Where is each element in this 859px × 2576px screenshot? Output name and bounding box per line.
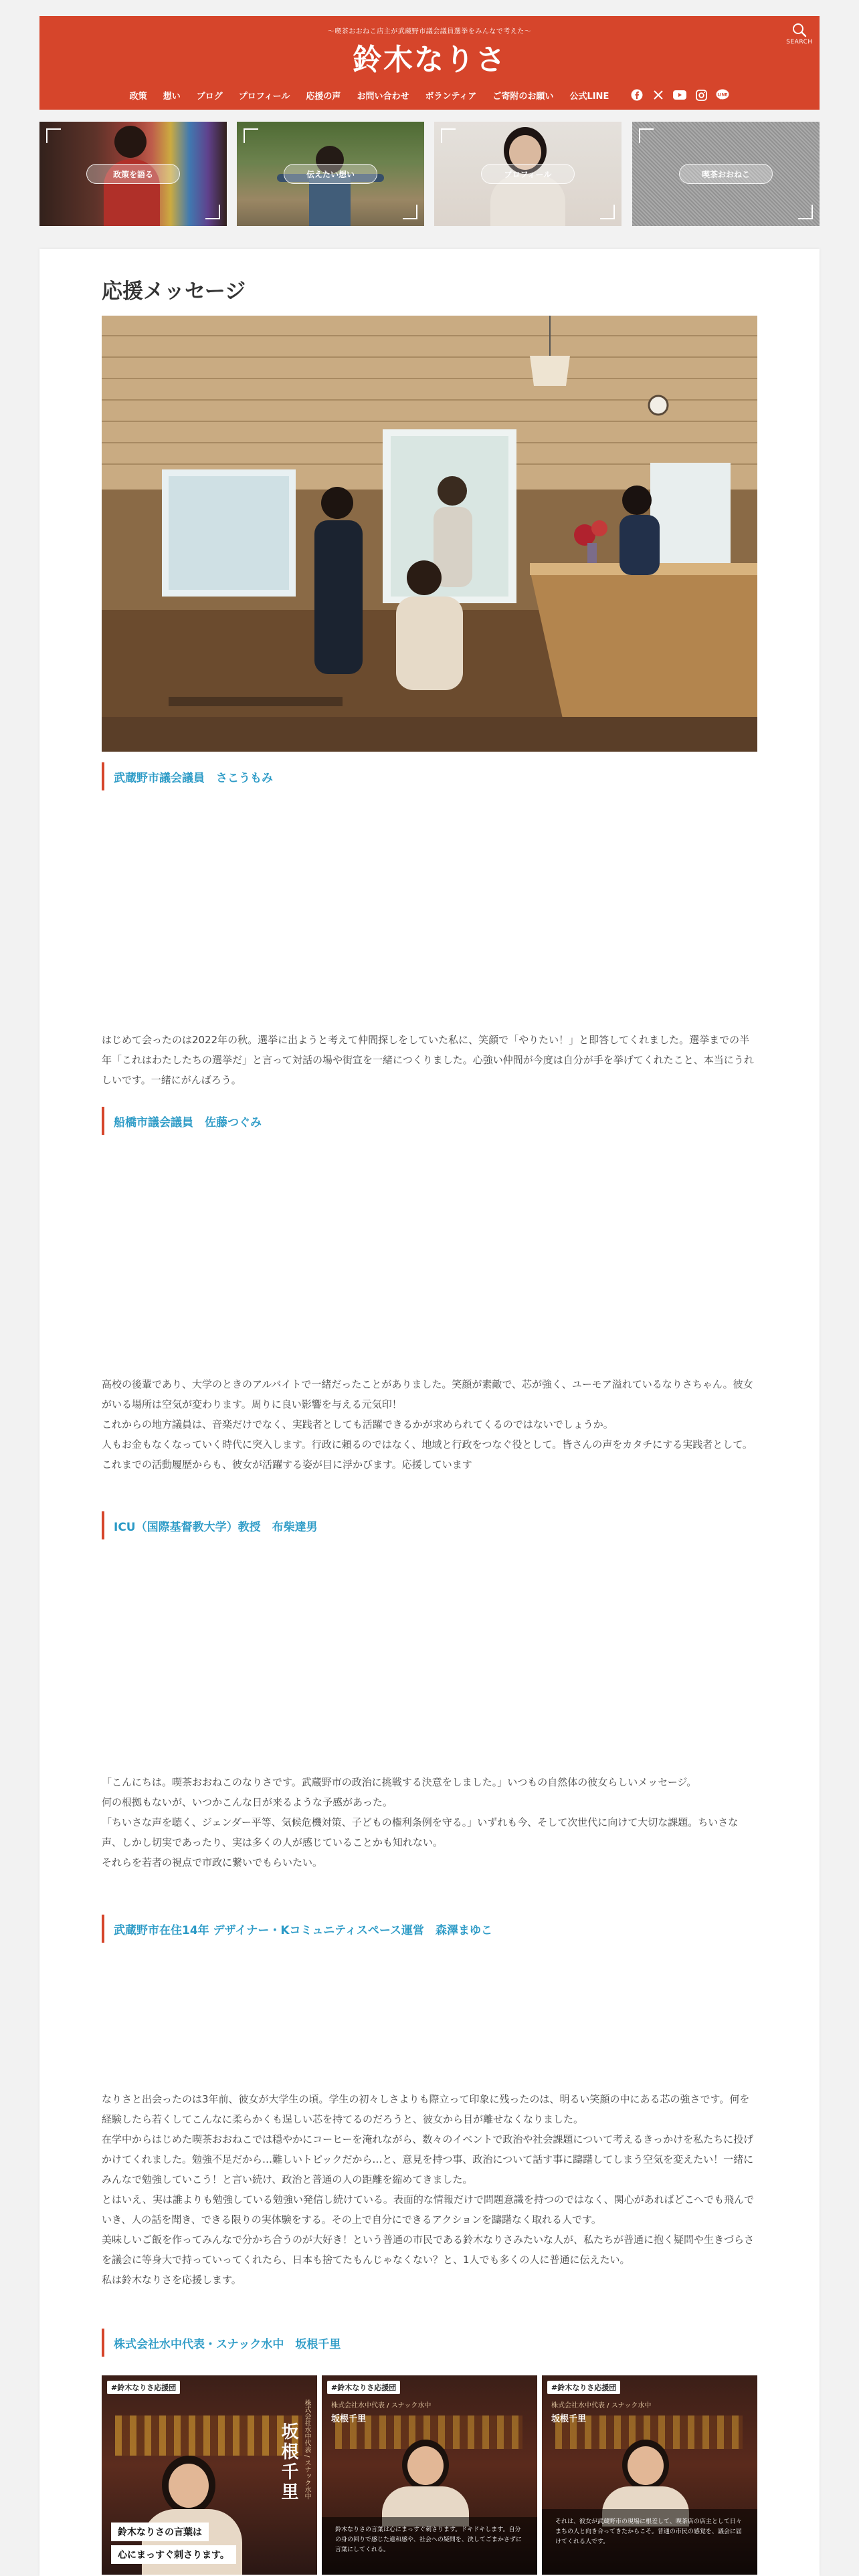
site-header — [39, 16, 820, 110]
x-icon[interactable] — [652, 88, 665, 102]
site-tagline: 〜喫茶おおねこ店主が武蔵野市議会議員選挙をみんなで考えた〜 — [327, 28, 532, 35]
message-body: なりさと出会ったのは3年前、彼女が大学生の頃。学生の初々しさよりも際立って印象に残ったのは、明るい笑顔の中にある芯の強さです。何を経験したら若くしてこんなに柔らかくも逞しい芯を持てるのだろうと、彼女から目が離せなくなりました。 在学中からはじめた喫茶おおねこでは穏やかにコーヒーを淹れながら、数々のイベントで政治や社会課題について考えるきっかけを私たちに投げかけてくれました。勉強不足だから…難しいトピックだから…と、意見を持つ事、政治について話す事に躊躇してしまう空気を変えたい！一緒にみんなで勉強していこう！と言い続け、政治と普通の人の距離を縮めてきました。 とはいえ、実は誰よりも勉強している勉強い発信し続けている。表面的な情報だけで問題意識を持つのではなく、関心があればどこへでも飛んでいき、人の話を聞き、できる限りの実体験をする。その上で自分にできるアクションを躊躇なく取れる人です。 美味しいご飯を作ってみんなで分かち合うのが大好き！という普通の市民である鈴木なりさみたいな人が、私たちが普通に抱く疑問や生きづらさを議会に等身大で持っていってくれたら、日本も捨てたもんじゃなくない？と、1人でも多くの人に普通に伝えたい。 私は鈴木なりさを応援します。 — [102, 2093, 755, 2286]
facebook-icon[interactable] — [630, 88, 644, 102]
hero-image — [102, 316, 757, 752]
message-heading: ICU（国際基督教大学）教授 布柴達男 — [102, 1511, 757, 1539]
social-links — [630, 88, 729, 102]
nav-item-blog[interactable]: ブログ — [196, 91, 223, 102]
instagram-icon[interactable] — [694, 88, 708, 102]
nav-item-official-line[interactable]: 公式LINE — [569, 91, 609, 102]
nav-item-volunteer[interactable]: ボランティア — [425, 91, 477, 102]
poster-name: 坂根千里 — [331, 2414, 367, 2424]
nav-item-policy[interactable]: 政策 — [129, 91, 147, 102]
nav-item-contact[interactable]: お問い合わせ — [357, 91, 409, 102]
message-heading: 船橋市議会議員 佐藤つぐみ — [102, 1107, 757, 1135]
site-title[interactable]: 鈴木なりさ — [353, 43, 506, 77]
poster-tag: #鈴木なりさ応援団 — [327, 2381, 400, 2394]
card-kissa-ooneko[interactable] — [632, 122, 820, 226]
card-label: 喫茶おおねこ — [679, 164, 773, 184]
message-body: 高校の後輩であり、大学のときのアルバイトで一緒だったことがありました。笑顔が素敵で、芯が強く、ユーモア溢れているなりさちゃん。彼女がいる場所は空気が変わります。周りに良い影響を与える元気印！ これからの地方議員は、音楽だけでなく、実践者としても活躍できるかが求められてくるのではないでしょうか。 人もお金もなくなっていく時代に突入します。行政に頼るのではなく、地域と行政をつなぐ役として。皆さんの声をカタチにする実践者として。 これまでの活動履歴からも、彼女が活躍する姿が目に浮かびます。応援しています — [102, 1378, 753, 1471]
poster-tag: #鈴木なりさ応援団 — [547, 2381, 620, 2394]
poster-text: 鈴木なりさの言葉は心にまっすぐ刺さります。ドキドキします。自分の身の回りで感じた違和感や、社会への疑問を、決してごまかさずに言葉にしてくれる。 — [335, 2527, 522, 2553]
poster-image[interactable] — [102, 2375, 317, 2575]
poster-name: 坂根千里 — [278, 2422, 298, 2502]
poster-subtitle: 株式会社水中代表 / スナック水中 — [551, 2402, 652, 2409]
search-button[interactable] — [786, 23, 813, 45]
poster-quote-line2: 心にまっすぐ刺さります。 — [111, 2545, 236, 2564]
nav-item-donation[interactable]: ご寄附のお願い — [492, 91, 554, 102]
poster-image[interactable] — [542, 2375, 757, 2575]
poster-quote-line1: 鈴木なりさの言葉は — [111, 2523, 209, 2541]
nav-item-thoughts[interactable]: 想い — [163, 91, 181, 102]
line-icon[interactable] — [716, 88, 729, 102]
card-profile[interactable] — [434, 122, 622, 226]
poster-tag: #鈴木なりさ応援団 — [107, 2381, 180, 2394]
poster-subtitle: 株式会社水中代表 / スナック水中 — [303, 2399, 310, 2500]
message-body: 「こんにちは。喫茶おおねこのなりさです。武蔵野市の政治に挑戦する決意をしました。」いつもの自然体の彼女らしいメッセージ。 何の根拠もないが、いつかこんな日が来るような予感があった。 「ちいさな声を聴く、ジェンダー平等、気候危機対策、子どもの権利条例を守る。」いずれも今、そして次世代に向けて大切な課題。ちいさな声、しかし切実であったり、実は多くの人が感じていることかも知れない。 それらを若者の視点で市政に繋いでもらいたい。 — [102, 1776, 739, 1868]
poster-image[interactable] — [322, 2375, 537, 2575]
search-icon — [792, 23, 807, 37]
main-nav — [39, 88, 820, 102]
poster-gallery — [102, 2375, 757, 2576]
svg-text:LINE: LINE — [717, 92, 728, 98]
poster-name: 坂根千里 — [551, 2414, 587, 2424]
poster-subtitle: 株式会社水中代表 / スナック水中 — [331, 2402, 432, 2409]
card-label: プロフィール — [481, 164, 575, 184]
main-article — [39, 249, 820, 2576]
page-title: 応援メッセージ — [102, 280, 246, 304]
message-body: はじめて会ったのは2022年の秋。選挙に出ようと考えて仲間探しをしていた私に、笑顔で「やりたい！」と即答してくれました。選挙までの半年「これはわたしたちの選挙だ」と言って対話の場や街宣を一緒につくりました。心強い仲間が今度は自分が手を挙げてくれたこと、本当にうれしいです。一緒にがんばろう。 — [102, 1034, 754, 1086]
card-label: 政策を語る — [86, 164, 180, 184]
nav-item-support-voices[interactable]: 応援の声 — [306, 91, 341, 102]
poster-text: それは、彼女が武蔵野市の現場に根差して、喫茶店の店主として日々まちの人と向き合ってきたからこそ。普通の市民の感覚を、議会に届けてくれる人です。 — [555, 2518, 742, 2545]
message-heading: 武蔵野市議会議員 さこうもみ — [102, 762, 757, 790]
youtube-icon[interactable] — [673, 88, 686, 102]
message-heading: 株式会社水中代表・スナック水中 坂根千里 — [102, 2329, 757, 2357]
nav-item-profile[interactable]: プロフィール — [238, 91, 290, 102]
message-heading: 武蔵野市在住14年 デザイナー・Kコミュニティスペース運営 森澤まゆこ — [102, 1915, 757, 1943]
feature-cards — [39, 122, 820, 226]
search-label: SEARCH — [786, 39, 813, 45]
card-policy[interactable] — [39, 122, 227, 226]
card-label: 伝えたい想い — [284, 164, 377, 184]
card-thoughts[interactable] — [237, 122, 424, 226]
